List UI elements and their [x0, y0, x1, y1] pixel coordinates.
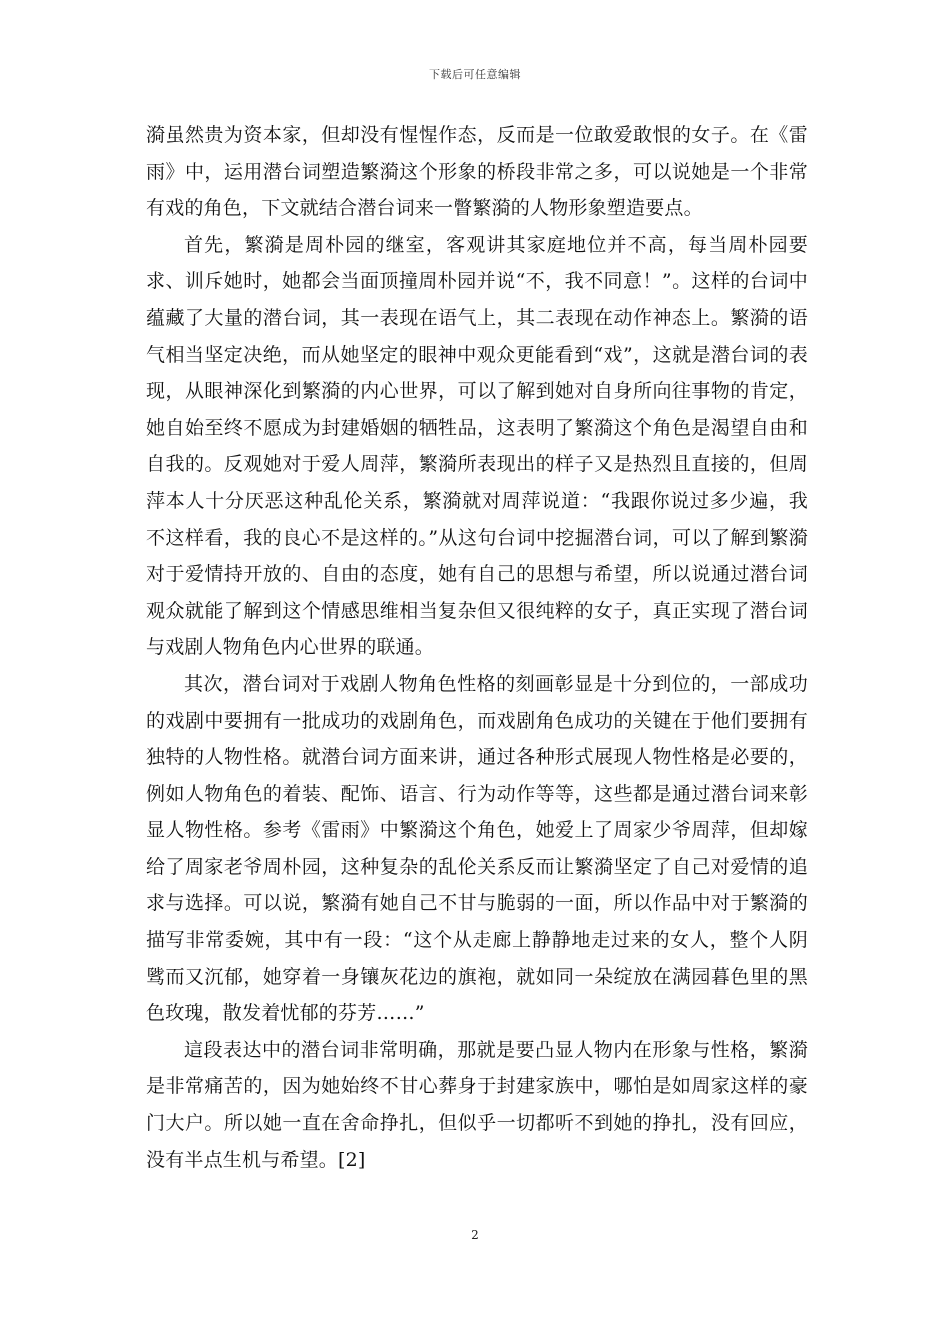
paragraph-continuation: 漪虽然贵为资本家，但却没有惺惺作态，反而是一位敢爱敢恨的女子。在《雷雨》中，运用潜台词塑造繁漪这个形象的桥段非常之多，可以说她是一个非常有戏的角色，下文就结合潜台词来一瞥繁漪的人物形象塑造要点。	[146, 124, 808, 220]
page-number: 2	[471, 1228, 479, 1242]
document-body	[146, 117, 808, 1178]
paragraph-analysis: 這段表达中的潜台词非常明确，那就是要凸显人物内在形象与性格，繁漪是非常痛苦的，因为她始终不甘心葬身于封建家族中，哪怕是如周家这样的豪门大户。所以她一直在舍命挣扎，但似乎一切都听不到她的挣扎，没有回应，没有半点生机与希望。[2]	[146, 1038, 808, 1171]
page-header: 下载后可任意编辑	[429, 68, 521, 81]
paragraph-first-point: 首先，繁漪是周朴园的继室，客观讲其家庭地位并不高，每当周朴园要求、训斥她时，她都会当面顶撞周朴园并说“不，我不同意！”。这样的台词中蕴藏了大量的潜台词，其一表现在语气上，其二表现在动作神态上。繁漪的语气相当坚定决绝，而从她坚定的眼神中观众更能看到“戏”，这就是潜台词的表现，从眼神深化到繁漪的内心世界，可以了解到她对自身所向往事物的肯定，她自始至终不愿成为封建婚姻的牺牲品，这表明了繁漪这个角色是渴望自由和自我的。反观她对于爱人周萍，繁漪所表现出的样子又是热烈且直接的，但周萍本人十分厌恶这种乱伦关系，繁漪就对周萍说道：“我跟你说过多少遍，我不这样看，我的良心不是这样的。”从这句台词中挖掘潜台词，可以了解到繁漪对于爱情持开放的、自由的态度，她有自己的思想与希望，所以说通过潜台词观众就能了解到这个情感思维相当复杂但又很纯粹的女子，真正实现了潜台词与戏剧人物角色内心世界的联通。	[146, 233, 808, 659]
paragraph-second-point: 其次，潜台词对于戏剧人物角色性格的刻画彰显是十分到位的，一部成功的戏剧中要拥有一批成功的戏剧角色，而戏剧角色成功的关键在于他们要拥有独特的人物性格。就潜台词方面来讲，通过各种形式展现人物性格是必要的，例如人物角色的着装、配饰、语言、行为动作等等，这些都是通过潜台词来彰显人物性格。参考《雷雨》中繁漪这个角色，她爱上了周家少爷周萍，但却嫁给了周家老爷周朴园，这种复杂的乱伦关系反而让繁漪坚定了自己对爱情的追求与选择。可以说，繁漪有她自己不甘与脆弱的一面，所以作品中对于繁漪的描写非常委婉，其中有一段：“这个从走廊上静静地走过来的女人，整个人阴骘而又沉郁，她穿着一身镶灰花边的旗袍，就如同一朵绽放在满园暮色里的黑色玫瑰，散发着忧郁的芬芳……”	[146, 672, 808, 1025]
